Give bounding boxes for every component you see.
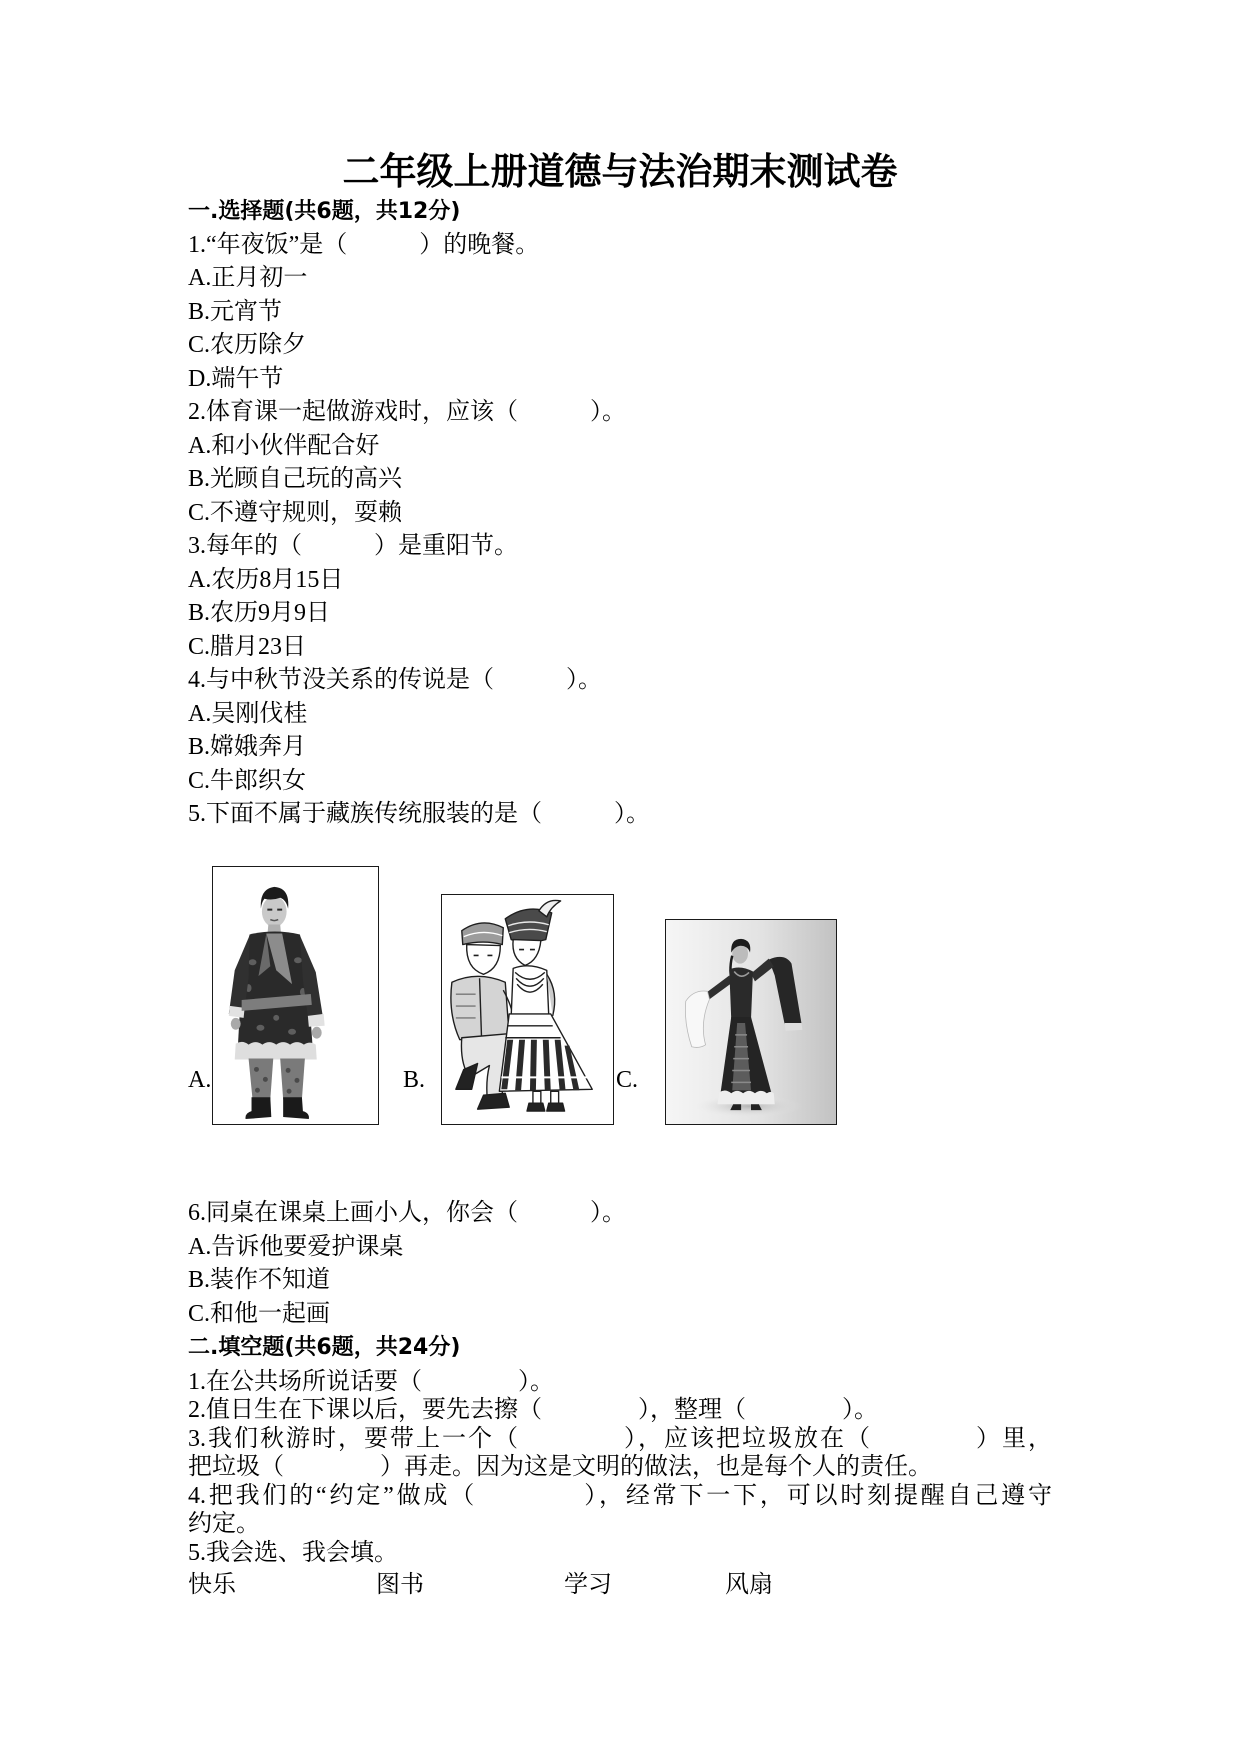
option-b-costume-image (441, 894, 614, 1125)
section-choice (188, 195, 1052, 832)
question-5-option-a-label: A. (188, 1067, 212, 1093)
fill-question-5: 5.我会选、我会填。 (188, 1539, 398, 1566)
fill-question-3-line-2: 把垃圾（ ）再走。因为这是文明的做法，也是每个人的责任。 (188, 1454, 932, 1480)
question-5-option-b-label: B. (403, 1067, 426, 1093)
question-2-option-a: A.和小伙伴配合好 (188, 432, 380, 459)
question-3-option-a: A.农历8月15日 (188, 566, 344, 593)
question-2-stem: 2.体育课一起做游戏时，应该（ ）。 (188, 399, 626, 425)
question-5-stem: 5.下面不属于藏族传统服装的是（ ）。 (188, 801, 650, 827)
fill-question-3-line-1: 3.我们秋游时，要带上一个（ ），应该把垃圾放在（ ）里， (188, 1425, 1052, 1452)
fill-question-2: 2.值日生在下课以后，要先去擦（ ），整理（ ）。 (188, 1397, 878, 1423)
option-a-costume-image (212, 866, 379, 1125)
question-3-stem: 3.每年的（ ）是重阳节。 (188, 533, 518, 559)
question-1-option-d: D.端午节 (188, 365, 284, 392)
question-4-option-a: A.吴刚伐桂 (188, 700, 308, 727)
question-4-stem: 4.与中秋节没关系的传说是（ ）。 (188, 667, 602, 693)
question-5-option-c-label: C. (616, 1067, 639, 1093)
word-bank-item: 快乐 (188, 1572, 236, 1598)
word-bank-item: 风扇 (725, 1572, 773, 1598)
section-fill-in (188, 1368, 1052, 1568)
option-c-costume-image (665, 919, 837, 1125)
section-continued (188, 1197, 1052, 1603)
question-1-stem: 1.“年夜饭”是（ ）的晚餐。 (188, 231, 540, 258)
question-2-option-c: C.不遵守规则，耍赖 (188, 499, 403, 526)
question-6-stem: 6.同桌在课桌上画小人，你会（ ）。 (188, 1200, 626, 1226)
question-1-option-b: B.元宵节 (188, 298, 283, 325)
fill-question-1: 1.在公共场所说话要（ ）。 (188, 1368, 554, 1395)
word-bank (188, 1569, 1052, 1603)
page-title: 二年级上册道德与法治期末测试卷 (342, 152, 898, 193)
question-6-option-a: A.告诉他要爱护课桌 (188, 1233, 404, 1260)
question-4-option-c: C.牛郎织女 (188, 767, 307, 794)
word-bank-item: 图书 (376, 1572, 424, 1598)
man-costume-illustration (213, 867, 378, 1124)
question-1 (188, 229, 1052, 397)
fill-question-4-line-1: 4.把我们的“约定”做成（ ），经常下一下，可以时刻提醒自己遵守 (188, 1482, 1052, 1509)
section-heading-fill: 二.填空题(共6题，共24分) (188, 1335, 461, 1360)
word-bank-item: 学习 (564, 1572, 612, 1598)
question-3-option-b: B.农历9月9日 (188, 600, 331, 626)
question-3-option-c: C.腊月23日 (188, 633, 307, 660)
couple-costume-illustration (442, 895, 613, 1124)
question-4-option-b: B.嫦娥奔月 (188, 734, 307, 760)
dancer-costume-illustration (666, 920, 836, 1124)
question-6-option-b: B.装作不知道 (188, 1267, 331, 1293)
question-6 (188, 1197, 1052, 1331)
section-heading-choice: 一.选择题(共6题，共12分) (188, 199, 461, 224)
question-3 (188, 530, 1052, 664)
question-6-option-c: C.和他一起画 (188, 1300, 331, 1327)
question-4 (188, 664, 1052, 798)
fill-question-4-line-2: 约定。 (188, 1511, 260, 1537)
question-1-option-a: A.正月初一 (188, 265, 308, 291)
question-2-option-b: B.光顾自己玩的高兴 (188, 466, 403, 492)
question-2 (188, 396, 1052, 530)
question-5 (188, 798, 1052, 832)
question-1-option-c: C.农历除夕 (188, 332, 307, 358)
